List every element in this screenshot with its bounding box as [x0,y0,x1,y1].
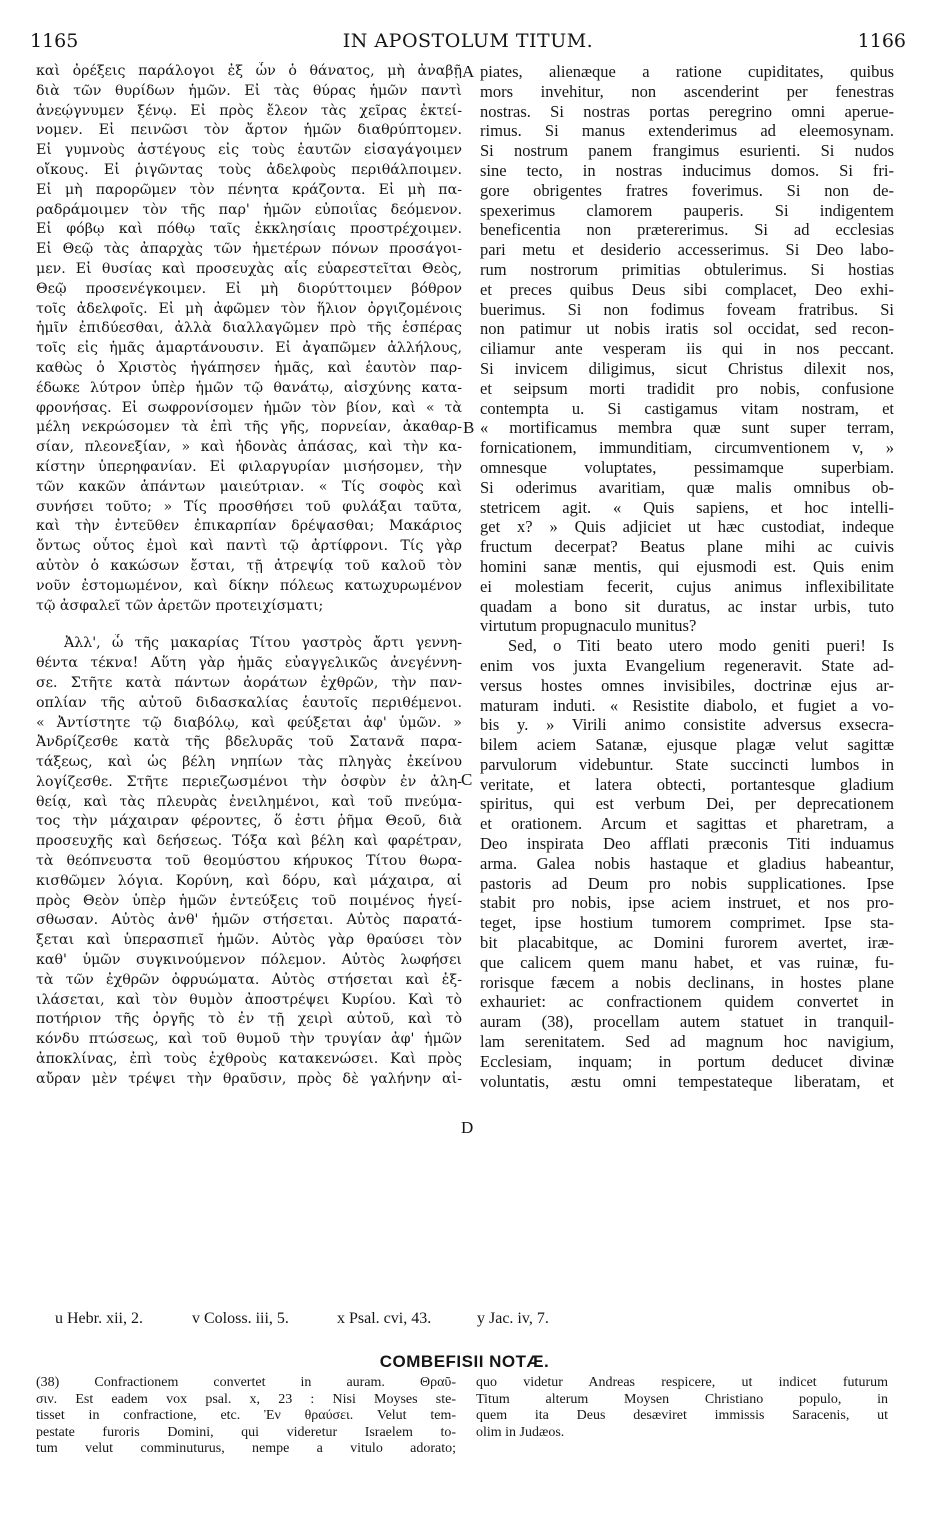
text-line: Θεῷ προσενέγκοιμεν. Εἰ μὴ διορύττοιμεν βόθρον [36,280,462,297]
text-line: non patimur ut nobis iratis sol occidat, sed recon- [480,319,894,339]
text-line: sine tecto, in nostras inducimus domos. Si fri- [480,160,894,180]
text-line: σίαν, πλεονεξίαν, » καὶ ἡδονὰς ἁπάσας, καὶ τὴν κα- [36,439,462,456]
text-line: pastoris ad Deum pro nobis supplicationes. Ipse [480,873,894,893]
text-line: ποτήριον τῆς ὀργῆς τὸ ἐν τῇ χειρὶ αὐτοῦ, καὶ τὸ [36,1011,462,1028]
text-line: exhauriet: ac confractionem quidem convertet in [480,992,894,1012]
paragraph-gap [36,616,462,634]
text-line: καθὼς ὁ Χριστὸς ἠγάπησεν ἡμᾶς, καὶ ἑαυτὸν παρ- [36,359,462,376]
text-line: contempta u. Si castigamus vitam nostram, et [480,398,894,418]
text-line: καθ' ὑμῶν συγκινούμενον πόλεμον. Αὐτὸς λωφήσει [36,952,462,969]
text-line: ξεται καὶ ὑπερασπιεῖ ἡμῶν. Αὐτὸς γὰρ θραύσει τὸν [36,932,462,949]
text-line: καὶ ὀρέξεις παράλογοι ἐξ ὧν ὁ θάνατος, μὴ ἀναβῇ [36,63,462,79]
text-line: stetricem agit. « Quis sapiens, et hoc intelli- [480,497,894,517]
text-line: homini sanæ mentis, qui ejusmodi est. Quis enim [480,556,894,576]
text-line: quem ita Deus desæviret immissis Saracenis, ut [476,1408,888,1423]
text-line: πρὸς Θεὸν ὑπὲρ ἡμῶν ἐντεύξεις τοῦ ποιμένος ἡγεί- [36,892,462,909]
text-line: νομεν. Εἰ πεινῶσι τὸν ἄρτον ἡμῶν διαθρύπτομεν. [36,122,462,139]
text-line: beneficentia non prætererimus. Si ad ecclesias [480,220,894,240]
text-line: Εἰ μὴ παρορῶμεν τὸν πένητα κράζοντα. Εἰ μὴ πα- [36,181,462,198]
text-line: λογίζεσθε. Στῆτε περιεζωσμένοι τὴν ὀσφὺν ἐν ἀλη- [36,773,462,790]
text-line: bit placabitque, ac Domini furorem avertet, iræ- [480,933,894,953]
margin-letter-b: B [463,418,475,437]
text-line: buerimus. Si non fodimus foveam fratribus. Si [480,299,894,319]
text-line: spexerimus clamorem pauperis. Si indigentem [480,200,894,220]
text-line: σθωσαν. Αὐτὸς ἀνθ' ἡμῶν στήσεται. Αὐτὸς παρατά- [36,912,462,929]
text-line: Εἰ γυμνοὺς ἀστέγους εἰς τοὺς ἑαυτῶν εἰσαγάγοιμεν [36,142,462,159]
text-line: τος τὴν μάχαιραν φέροντες, ὅ ἐστι ῥῆμα Θεοῦ, διὰ [36,813,462,830]
text-line: et preces quibus Deus sibi complacet, Deo exhi- [480,279,894,299]
text-line: nostras. Si nostras portas peregrino omni aperue- [480,101,894,121]
text-line: Deo inspirata Deo afflati præconis Titi induamus [480,834,894,854]
text-line: ὄντως οὗτος ἐμοὶ καὶ παντὶ τῷ ἀρτίφρονι. Τίς γὰρ [36,538,462,555]
text-line: ραδράμοιμεν τὸν τῆς παρ' ἡμῶν εὐποιΐας δεόμενον. [36,201,462,218]
text-line: gore obrigentes fratres foverimus. Si non de- [480,180,894,200]
page-number-left: 1165 [30,30,79,52]
text-line: mors invehitur, non ascenderint per fenestras [480,81,894,101]
text-line: versus hostes omnes invisibiles, doctrinæ ejus ar- [480,675,894,695]
text-line: ἡμῖν ἐπιδύεσθαι, ἀλλὰ διαλλαγῶμεν πρὸ τῆς ἑσπέρας [36,320,462,337]
notes-heading: COMBEFISII NOTÆ. [379,1352,550,1371]
margin-letter-c: C [461,770,473,789]
notes-column-right [476,1375,888,1441]
text-line: « Ἀντίστητε τῷ διαβόλῳ, καὶ φεύξεται ἀφ' ὑμῶν. » [36,714,462,731]
text-line: et orationem. Arcum et sagittas et pharetram, a [480,814,894,834]
footnote-v: v Coloss. iii, 5. [192,1310,289,1327]
text-line: tisset in confractione, etc. Ἐν θραύσει. Velut tem- [36,1408,456,1423]
text-line: omnesque voluptates, pessimamque superbiam. [480,457,894,477]
text-line: θείᾳ, καὶ τὰς πλευρὰς ἐνειλημένοι, καὶ τοῦ πνεύμα- [36,793,462,810]
text-line: διὰ τῶν θυρίδων ἡμῶν. Εἰ τὰς θύρας ἡμῶν παντὶ [36,82,462,99]
page-number-right: 1166 [857,30,906,52]
text-line: quadam a bono sit duratus, ac instar urbis, tuto [480,596,894,616]
text-line: ἀνεῴγνυμεν ξένῳ. Εἰ πρὸς ἔλεον τὰς χεῖρας ἐκτεί- [36,102,462,119]
text-line: συνήσει τοῦτο; » Τίς προσθήσει τοῦ φυλάξαι ταῦτα, [36,498,462,515]
text-line: bis y. » Virili animo consistite adversus exsecra- [480,715,894,735]
text-line: enim vos juxta Evangelium regeneravit. State ad- [480,655,894,675]
text-line: olim in Judæos. [476,1424,565,1440]
text-line: Εἰ Θεῷ τὰς ἀπαρχὰς τῶν ἡμετέρων πόνων προσάγοι- [36,241,462,258]
notes-column-left [36,1375,456,1458]
text-line: pari metu et desiderio accesserimus. Si Deo labo- [480,240,894,260]
text-line: stabit pro nobis, ipse aciem instruet, et nos pro- [480,893,894,913]
text-line: τοῖς ἀδελφοῖς. Εἰ μὴ ἀφῶμεν τὸν ἥλιον ὀργιζομένοις [36,300,462,317]
text-line: θέντα τέκνα! Αὕτη γὰρ ἡμᾶς εὐαγγελικῶς ἀνεγέννη- [36,655,462,672]
text-line: get x? » Quis adjiciet ut hæc custodiat, indeque [480,517,894,537]
text-line: Ἀνδρίζεσθε κατὰ τῆς βδελυρᾶς τοῦ Σατανᾶ παρα- [36,734,462,751]
text-line: Titum alterum Moysen Christiano populo, in [476,1391,888,1407]
footnote-y: y Jac. iv, 7. [477,1310,549,1327]
text-line: προσευχῆς καὶ δεήσεως. Τόξα καὶ βέλη καὶ φαρέτραν, [36,833,462,850]
text-line: κίστην ὑπερηφανίαν. Εἰ φιλαργυρίαν μισήσομεν, τὴν [36,458,462,475]
text-line: virtutum propugnaculo munitus? [480,616,697,636]
text-line: rum nostrorum primitias obtulerimus. Si hostias [480,259,894,279]
text-line: et seipsum morti tradidit pro nobis, confusione [480,378,894,398]
text-line: τὰ θεόπνευστα τοῦ θεομύστου κήρυκος Τίτου θωρα- [36,853,462,870]
text-line: κόνδυ πτώσεως, καὶ τοῦ θυμοῦ τὴν τρυγίαν ἀφ' ἡμῶν [36,1031,462,1048]
margin-letter-d: D [461,1118,474,1137]
text-line: Si invicem diligimus, sicut Christus dilexit nos, [480,358,894,378]
text-line: κισθῶμεν λόγια. Κορύνη, καὶ δόρυ, καὶ μάχαιρα, αἱ [36,872,462,889]
text-line: maturam induti. « Resistite diabolo, et fugiet a vo- [480,695,894,715]
text-line: lam serenitatem. Sed ad magnum hoc navigium, [480,1032,894,1052]
text-line: νοῦν ἐστομωμένον, καὶ δίκην πόλεως κατωχυρωμένον [36,577,462,594]
running-header [18,30,918,58]
text-line: οπλίαν τῆς αὐτοῦ διδασκαλίας ἑαυτοῖς περιθέμενοι. [36,694,462,711]
greek-text-column [36,62,462,1090]
text-line: Ecclesiam, inquam; in portum deducet divinæ [480,1051,894,1071]
text-line: τῶν κακῶν ἁπάντων μαιεύτριαν. « Τίς σοφὸς καὶ [36,478,462,495]
text-line: bilem aciem Satanæ, ejusque plagæ velut sagittæ [480,735,894,755]
text-line: φρονήσας. Εἰ σωφρονίσομεν ἡμῶν τὸν βίον, καὶ « τὰ [36,399,462,416]
text-line: « mortificamus membra quæ sunt super terram, [480,418,894,438]
text-line: piates, alienæque a ratione cupiditates, quibus [480,62,894,81]
text-line: spiritus, qui est verbum Dei, per deprecationem [480,794,894,814]
text-line: ei molestiam fecerit, cujus animus inflexibilitate [480,576,894,596]
text-line: que calicem quem manu habet, et vas ruinæ, fu- [480,952,894,972]
text-line: veritate, et latera obtecti, portantesque gladium [480,774,894,794]
text-line: pestate furoris Domini, qui videretur Israelem to- [36,1424,456,1440]
footnote-x: x Psal. cvi, 43. [337,1310,432,1327]
text-line: αὔραν μὲν τρέψει τὴν θραῦσιν, πρὸς δὲ γαλήνην αἰ- [36,1070,462,1087]
footnotes [55,1310,895,1334]
text-line: arma. Galea nobis hastaque et gladius habeantur, [480,853,894,873]
text-line: έδωκε λύτρον ὑπὲρ ἡμῶν τῷ θανάτῳ, αἰσχύνης κατα- [36,379,462,396]
text-line: αὐτὸν ὁ κακώσων ἔσται, τῇ ἀτρεψίᾳ τοῦ καλοῦ τὸν [36,557,462,574]
text-line: σιν. Est eadem vox psal. x, 23 : Nisi Moyses ste- [36,1391,456,1407]
text-line: tum velut comminuturus, nempe a vitulo adorato; [36,1441,456,1456]
text-line: quo videtur Andreas respicere, ut indicet futurum [476,1375,888,1390]
text-line: teget, ipse hostium tumorem comprimet. Ipse sta- [480,913,894,933]
text-line: τὰ τῶν ἐχθρῶν ὀφρυώματα. Αὐτὸς στήσεται καὶ ἐξ- [36,971,462,988]
text-line: fructum decerpat? Beatus plane mihi ac cuivis [480,537,894,557]
text-line: voluntatis, æstu omni tempestateque liberatam, et [480,1071,894,1091]
latin-text-column [480,62,894,1091]
text-line: τάξεως, καὶ ὡς βέλη νηπίων τὰς πληγὰς ἐκείνου [36,754,462,771]
text-line: Εἰ φόβῳ καὶ πόθῳ ταῖς ἐκκλησίαις προστρέχοιμεν. [36,221,462,238]
text-line: rorisque fæcem a nobis declinans, in hostes plane [480,972,894,992]
text-line: ἀποκλίνας, ἐπὶ τοὺς ἐχθροὺς κατακενώσει. Καὶ πρὸς [36,1051,462,1068]
margin-letter-a: A [462,62,475,81]
text-line: parvulorum videbuntur. State succincti lumbos in [480,754,894,774]
footnote-u: u Hebr. xii, 2. [55,1310,143,1327]
text-line: Sed, o Titi beato utero modo geniti pueri! Is [508,636,894,656]
text-line: μέλη νεκρώσομεν τὰ ἐπὶ τῆς γῆς, πορνείαν, ἀκαθαρ- [36,419,462,436]
running-title: IN APOSTOLUM TITUM. [342,30,594,52]
text-line: rimus. Si manus extenderimus ad eleemosynam. [480,121,894,141]
text-line: ιλάσεται, καὶ τὸν θυμὸν ἀποστρέψει Κυρίου. Καὶ τὸ [36,991,462,1008]
text-line: Si nostrum panem frangimus esurienti. Si nudos [480,141,894,161]
text-line: σε. Στῆτε κατὰ πάντων ἀοράτων ἐχθρῶν, τὴν παν- [36,674,462,691]
text-line: auram (38), procellam autem statuet in tranquil- [480,1012,894,1032]
text-line: μεν. Εἰ θυσίας καὶ προσευχὰς αἷς εὐαρεστεῖται Θεὸς, [36,260,462,277]
text-line: (38) Confractionem convertet in auram. Θραῦ- [36,1375,456,1390]
text-line: Si oderimus avaritiam, quæ malis omnibus ob- [480,477,894,497]
text-line: ciliamur ante vesperam iis qui in nos peccant. [480,339,894,359]
text-line: καὶ τὴν ἐντεῦθεν ἐπικαρπίαν δρέψασθαι; Μακάριος [36,518,462,535]
text-line: οἴκους. Εἰ ῥιγῶντας τοὺς ἀδελφοὺς περιθάλποιμεν. [36,161,462,178]
text-line: Ἀλλ', ὦ τῆς μακαρίας Τίτου γαστρὸς ἄρτι γεννη- [64,635,462,652]
text-line: τοῖς εἰς ἡμᾶς ἁμαρτάνουσιν. Εἰ ἀγαπῶμεν ἀλλήλους, [36,340,462,357]
text-line: τῷ ἀσφαλεῖ τῶν ἀρετῶν προτειχίσματι; [36,597,324,614]
text-line: fornicationem, immunditiam, circumventionem v, » [480,438,894,458]
